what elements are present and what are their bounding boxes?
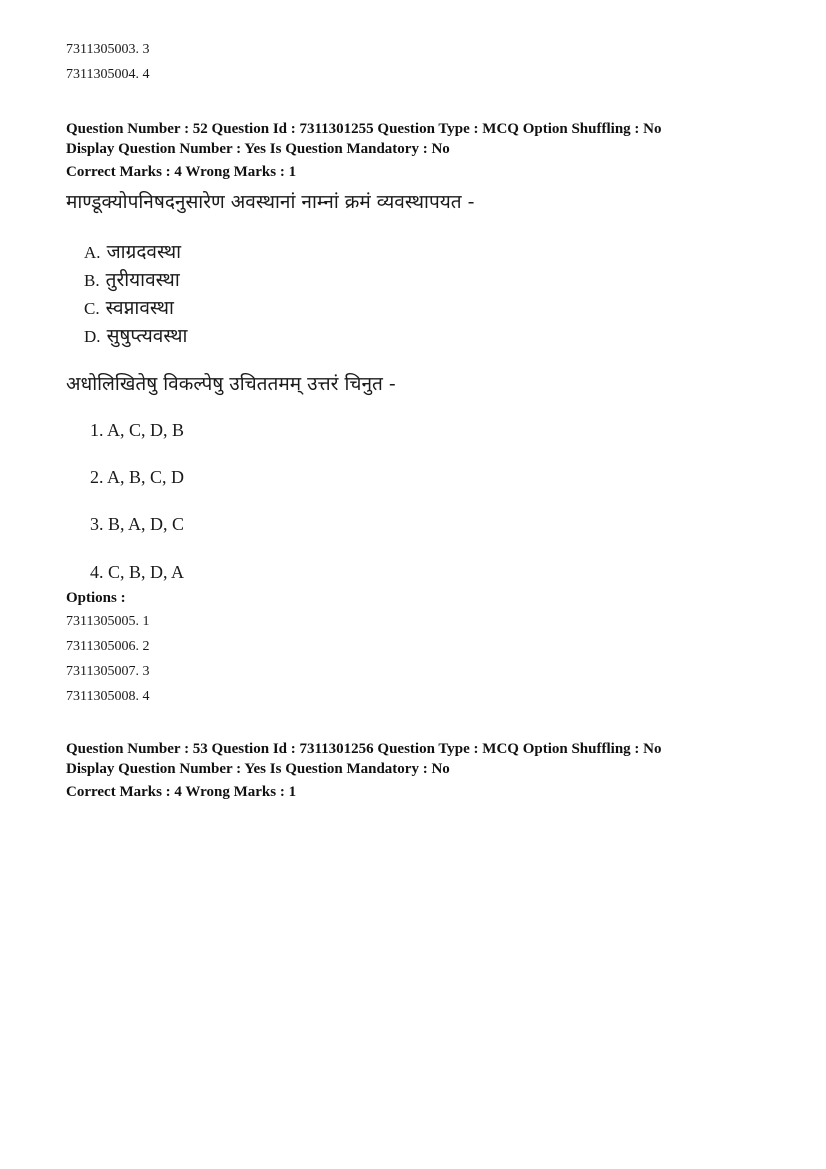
- instruction-text: अधोलिखितेषु विकल्पेषु उचिततमम् उत्तरं चिनुत -: [66, 373, 396, 395]
- option-row: [66, 639, 149, 655]
- option-id: 7311305004.: [66, 67, 139, 82]
- option-number: 1: [142, 614, 150, 629]
- question-marks: Correct Marks : 4 Wrong Marks : 1: [66, 164, 297, 180]
- option-row: [66, 689, 149, 705]
- item-text: सुषुप्त्यवस्था: [106, 325, 188, 347]
- question-header-line1: Question Number : 52 Question Id : 7311301255 Question Type : MCQ Option Shuffling : No: [66, 121, 662, 137]
- list-item: [84, 266, 180, 292]
- option-number: 3: [142, 664, 150, 679]
- item-letter: A.: [84, 243, 101, 262]
- question-header-line2: Display Question Number : Yes Is Question Mandatory : No: [66, 761, 450, 777]
- option-row: [66, 67, 149, 83]
- option-id: 7311305008.: [66, 689, 139, 704]
- option-number: 2: [142, 639, 150, 654]
- option-row: [66, 664, 149, 680]
- option-number: 4: [142, 689, 150, 704]
- answer-choice: 1. A, C, D, B: [90, 420, 185, 440]
- list-item: [84, 294, 174, 320]
- option-id: 7311305003.: [66, 42, 139, 57]
- item-letter: D.: [84, 327, 101, 346]
- answer-choice: 2. A, B, C, D: [90, 467, 185, 487]
- option-row: [66, 42, 149, 58]
- answer-choice: 3. B, A, D, C: [90, 514, 185, 534]
- option-row: [66, 614, 149, 630]
- option-id: 7311305006.: [66, 639, 139, 654]
- item-text: तुरीयावस्था: [105, 269, 180, 291]
- question-header-line1: Question Number : 53 Question Id : 7311301256 Question Type : MCQ Option Shuffling : No: [66, 741, 662, 757]
- option-number: 4: [142, 67, 150, 82]
- list-item: [84, 322, 187, 348]
- answer-choice: 4. C, B, D, A: [90, 562, 185, 582]
- question-marks: Correct Marks : 4 Wrong Marks : 1: [66, 784, 297, 800]
- list-item: [84, 238, 181, 264]
- option-id: 7311305007.: [66, 664, 139, 679]
- option-id: 7311305005.: [66, 614, 139, 629]
- options-label: Options :: [66, 590, 126, 606]
- item-text: स्वप्नावस्था: [105, 297, 174, 319]
- question-header-line2: Display Question Number : Yes Is Question Mandatory : No: [66, 141, 450, 157]
- option-number: 3: [142, 42, 150, 57]
- item-letter: B.: [84, 271, 100, 290]
- item-letter: C.: [84, 299, 100, 318]
- question-text: माण्डूक्योपनिषदनुसारेण अवस्थानां नाम्नां क्रमं व्यवस्थापयत -: [66, 191, 475, 213]
- item-text: जाग्रदवस्था: [106, 241, 182, 263]
